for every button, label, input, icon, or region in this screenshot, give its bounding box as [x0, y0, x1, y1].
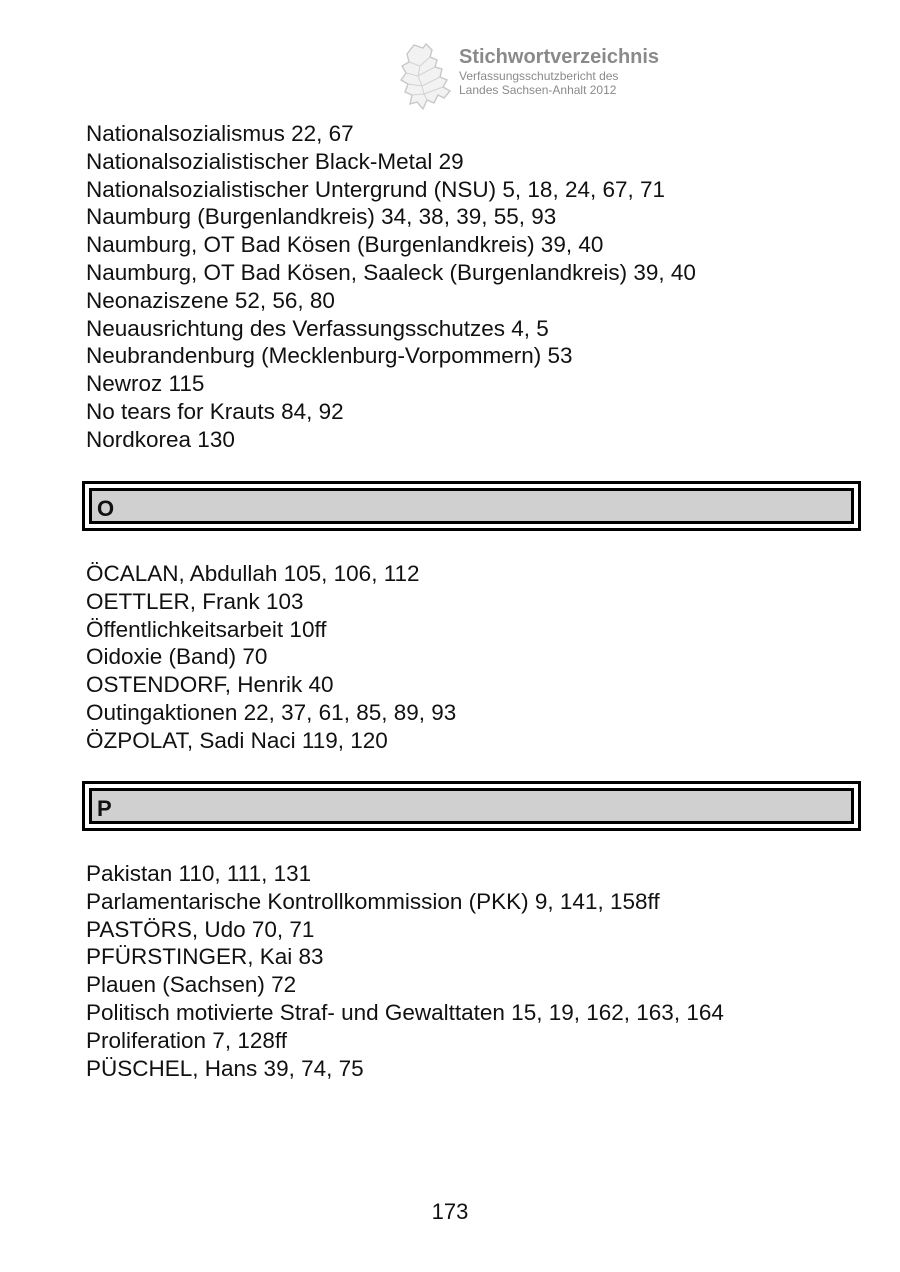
header-subtitle-line1: Verfassungsschutzbericht des: [459, 69, 619, 83]
index-entry: Neonaziszene 52, 56, 80: [86, 287, 335, 313]
index-entry: Naumburg, OT Bad Kösen (Burgenlandkreis) 39, 40: [86, 232, 604, 258]
index-entry: Nordkorea 130: [86, 426, 235, 452]
header-title: Stichwortverzeichnis: [459, 46, 660, 68]
index-entry: Pakistan 110, 111, 131: [86, 861, 312, 886]
index-entry: Parlamentarische Kontrollkommission (PKK) 9, 141, 158ff: [86, 888, 660, 914]
index-entry: Oidoxie (Band) 70: [86, 644, 268, 670]
index-entry: ÖCALAN, Abdullah 105, 106, 112: [86, 561, 420, 586]
index-entry: Politisch motivierte Straf- und Gewalttaten 15, 19, 162, 163, 164: [86, 999, 724, 1025]
header-subtitle-line2: Landes Sachsen-Anhalt 2012: [459, 83, 617, 97]
page-number: 173: [431, 1199, 469, 1224]
index-entry: Öffentlichkeitsarbeit 10ff: [86, 616, 327, 642]
index-entry: OSTENDORF, Henrik 40: [86, 672, 334, 698]
index-list-o: [86, 560, 456, 755]
index-entry: Nationalsozialismus 22, 67: [86, 121, 354, 146]
index-entry: OETTLER, Frank 103: [86, 588, 304, 614]
index-entry: Nationalsozialistischer Untergrund (NSU) 5, 18, 24, 67, 71: [86, 176, 666, 202]
index-entry: Newroz 115: [86, 371, 205, 397]
index-entry: PFÜRSTINGER, Kai 83: [86, 944, 324, 970]
index-entry: No tears for Krauts 84, 92: [86, 398, 344, 424]
section-header-inner: [89, 488, 854, 524]
section-header-inner: [89, 788, 854, 824]
index-entry: Outingaktionen 22, 37, 61, 85, 89, 93: [86, 699, 457, 725]
index-entry: Neuausrichtung des Verfassungsschutzes 4, 5: [86, 315, 549, 341]
page-header: [396, 42, 736, 112]
index-list-p: [86, 860, 724, 1082]
saxony-anhalt-map-icon: [396, 42, 458, 112]
index-entry: Plauen (Sachsen) 72: [86, 972, 297, 998]
section-letter-o: O: [97, 496, 115, 521]
index-entry: Naumburg, OT Bad Kösen, Saaleck (Burgenlandkreis) 39, 40: [86, 259, 696, 285]
index-entry: Naumburg (Burgenlandkreis) 34, 38, 39, 55, 93: [86, 204, 557, 230]
index-entry: PASTÖRS, Udo 70, 71: [86, 916, 315, 942]
index-entry: Nationalsozialistischer Black-Metal 29: [86, 148, 464, 174]
index-entry: Proliferation 7, 128ff: [86, 1027, 287, 1053]
index-entry: PÜSCHEL, Hans 39, 74, 75: [86, 1055, 364, 1081]
section-header-o: [82, 481, 861, 531]
index-list-n: [86, 120, 696, 454]
index-entry: Neubrandenburg (Mecklenburg-Vorpommern) 53: [86, 343, 573, 369]
section-letter-p: P: [97, 796, 112, 821]
section-header-p: [82, 781, 861, 831]
index-entry: ÖZPOLAT, Sadi Naci 119, 120: [86, 727, 388, 753]
